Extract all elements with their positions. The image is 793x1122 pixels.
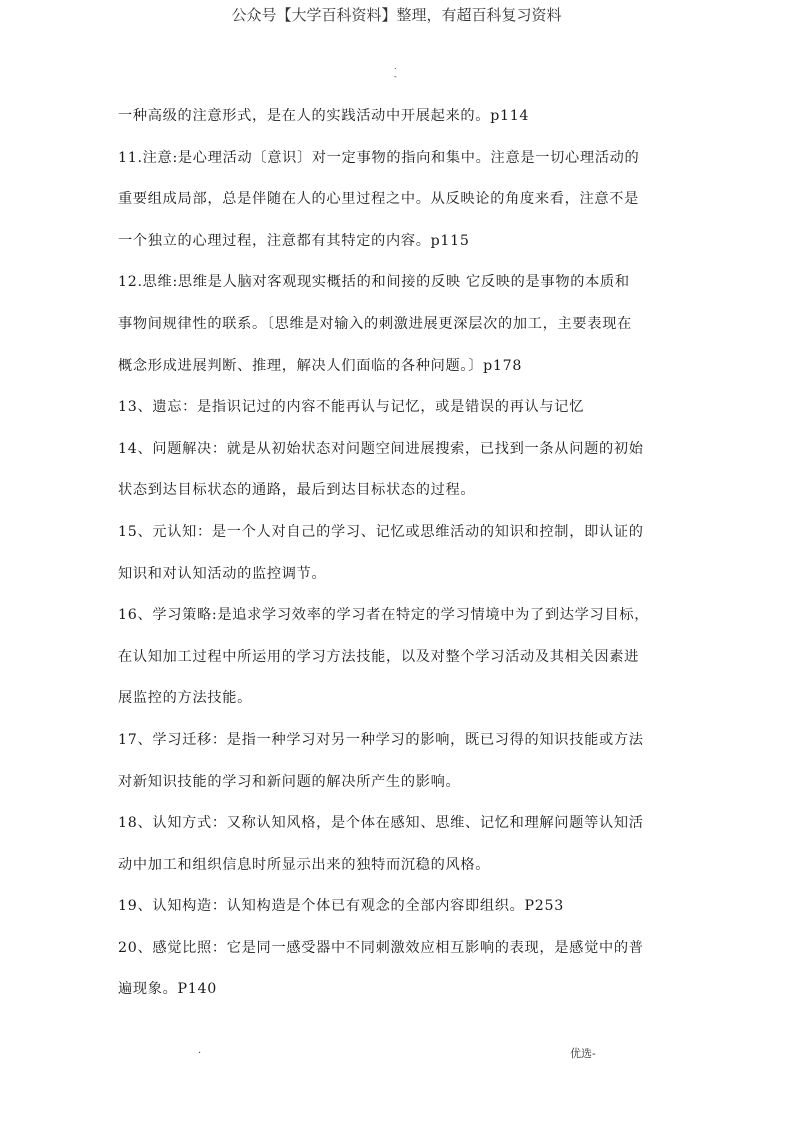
body-line: 知识和对认知活动的监控调节。 <box>118 565 327 582</box>
body-line: 11.注意:是心理活动〔意识〕对一定事物的指向和集中。注意是一切心理活动的 <box>118 149 640 166</box>
body-line: 15、元认知：是一个人对自己的学习、记忆或思维活动的知识和控制，即认证的 <box>118 523 644 540</box>
body-line: 16、学习策略:是追求学习效率的学习者在特定的学习情境中为了到达学习目标， <box>118 607 650 624</box>
body-line: 在认知加工过程中所运用的学习方法技能，以及对整个学习活动及其相关因素进 <box>118 648 640 665</box>
body-line: 14、问题解决：就是从初始状态对问题空间进展搜索，已找到一条从问题的初始 <box>118 440 644 457</box>
header-marks <box>394 62 397 82</box>
body-line: 17、学习迁移：是指一种学习对另一种学习的影响，既已习得的知识技能或方法 <box>118 731 644 748</box>
body-line: 一个独立的心理过程，注意都有其特定的内容。p115 <box>118 232 470 249</box>
body-line: 19、认知构造：认知构造是个体已有观念的全部内容即组织。P253 <box>118 898 564 915</box>
body-line: 一种高级的注意形式，是在人的实践活动中开展起来的。p114 <box>118 108 530 124</box>
body-line: 事物间规律性的联系。〔思维是对输入的刺激进展更深层次的加工，主要表现在 <box>118 315 632 332</box>
body-line: 对新知识技能的学习和新问题的解决所产生的影响。 <box>118 773 461 790</box>
page-header-title: 公众号【大学百科资料】整理，有超百科复习资料 <box>231 6 562 24</box>
body-line: 18、认知方式：又称认知风格，是个体在感知、思维、记忆和理解问题等认知活 <box>118 815 644 832</box>
body-line: 遍现象。P140 <box>118 981 217 998</box>
body-line: 状态到达目标状态的通路，最后到达目标状态的过程。 <box>118 482 476 499</box>
document-body <box>118 105 678 1020</box>
body-line: 概念形成进展判断、推理，解决人们面临的各种问题。〕p178 <box>118 357 523 374</box>
body-line: 13、遗忘：是指识记过的内容不能再认与记忆，或是错误的再认与记忆 <box>118 399 585 416</box>
body-line: 展监控的方法技能。 <box>118 690 252 707</box>
body-line: 20、感觉比照：它是同一感受器中不同刺激效应相互影响的表现，是感觉中的普 <box>118 939 644 956</box>
footer-right-text: 优选- <box>570 1047 596 1060</box>
footer-left-mark: . <box>198 1045 202 1056</box>
body-line: 12.思维:思维是人脑对客观现实概括的和间接的反映 它反映的是事物的本质和 <box>118 274 630 291</box>
body-line: 重要组成局部，总是伴随在人的心里过程之中。从反映论的角度来看，注意不是 <box>118 191 640 208</box>
body-line: 动中加工和组织信息时所显示出来的独特而沉稳的风格。 <box>118 856 491 873</box>
header-mark-dot: . <box>394 62 397 71</box>
header-mark-dash: - <box>394 72 397 81</box>
